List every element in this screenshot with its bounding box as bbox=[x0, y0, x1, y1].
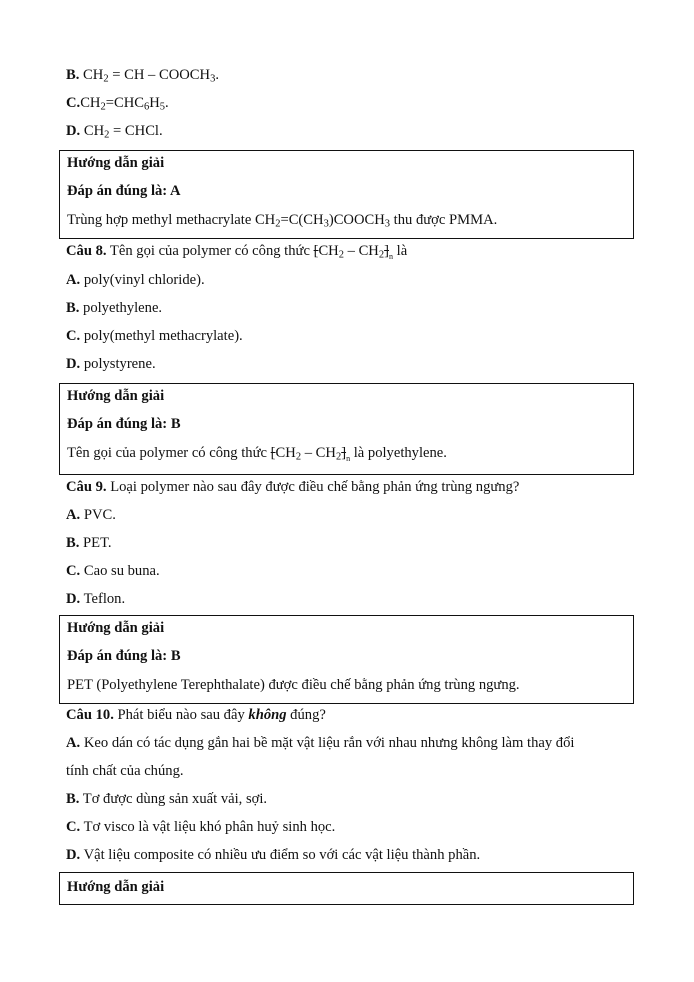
q10-option-a-continuation: tính chất của chúng. bbox=[66, 763, 184, 779]
q10-solution-box bbox=[59, 872, 634, 905]
q10-option-a: A. Keo dán có tác dụng gắn hai bề mặt vật liệu rắn với nhau nhưng không làm thay đổi bbox=[66, 735, 575, 751]
q8-option-a: A. poly(vinyl chloride). bbox=[66, 272, 205, 288]
q8-question: Câu 8. Tên gọi của polymer có công thức $[CH_2 - CH_2]_n$ là bbox=[66, 243, 408, 261]
q10-option-b: B. Tơ được dùng sản xuất vải, sợi. bbox=[66, 791, 268, 807]
q9-option-d: D. Teflon. bbox=[66, 591, 126, 607]
q10-question: Câu 10. Phát biểu nào sau đây không đúng? bbox=[66, 707, 326, 723]
q9-option-c: C. Cao su buna. bbox=[66, 563, 160, 579]
q7-solution-box bbox=[59, 150, 634, 239]
solution-heading: Hướng dẫn giải bbox=[67, 388, 165, 404]
solution-heading: Hướng dẫn giải bbox=[67, 620, 165, 636]
solution-text: PET (Polyethylene Terephthalate) được điều chế bằng phản ứng trùng ngưng. bbox=[67, 677, 520, 693]
polyethylene-formula: $[CH_2 - CH_2]_n$ bbox=[270, 445, 351, 463]
q7-option-d: D. $CH_2$ = CHCl. bbox=[66, 123, 163, 141]
q10-option-c: C. Tơ visco là vật liệu khó phân huỷ sinh học. bbox=[66, 819, 336, 835]
q7-option-c: $C.CH_2=CHC_6H_5$. bbox=[66, 95, 169, 113]
solution-answer: Đáp án đúng là: B bbox=[67, 416, 181, 432]
q9-option-b: B. PET. bbox=[66, 535, 112, 551]
q8-option-c: C. poly(methyl methacrylate). bbox=[66, 328, 243, 344]
solution-answer: Đáp án đúng là: A bbox=[67, 183, 181, 199]
solution-heading: Hướng dẫn giải bbox=[67, 879, 165, 895]
solution-text: Tên gọi của polymer có công thức $[CH_2 - CH_2]_n$ là polyethylene. bbox=[67, 445, 447, 463]
q7-option-b: B. $CH_2$ = CH – $COOCH_3$. bbox=[66, 67, 219, 85]
q8-solution-box bbox=[59, 383, 634, 475]
q9-question: Câu 9. Loại polymer nào sau đây được điều chế bằng phản ứng trùng ngưng? bbox=[66, 479, 520, 495]
q10-option-d: D. Vật liệu composite có nhiều ưu điểm so với các vật liệu thành phần. bbox=[66, 847, 481, 863]
polyethylene-formula: $[CH_2 - CH_2]_n$ bbox=[313, 243, 393, 261]
q8-option-d: D. polystyrene. bbox=[66, 356, 156, 372]
solution-heading: Hướng dẫn giải bbox=[67, 155, 165, 171]
solution-text: Trùng hợp methyl methacrylate $CH_2=C(CH_3)COOCH_3$ thu được PMMA. bbox=[67, 212, 498, 230]
q9-solution-box bbox=[59, 615, 634, 704]
q9-option-a: A. PVC. bbox=[66, 507, 116, 523]
q8-option-b: B. polyethylene. bbox=[66, 300, 163, 316]
solution-answer: Đáp án đúng là: B bbox=[67, 648, 181, 664]
